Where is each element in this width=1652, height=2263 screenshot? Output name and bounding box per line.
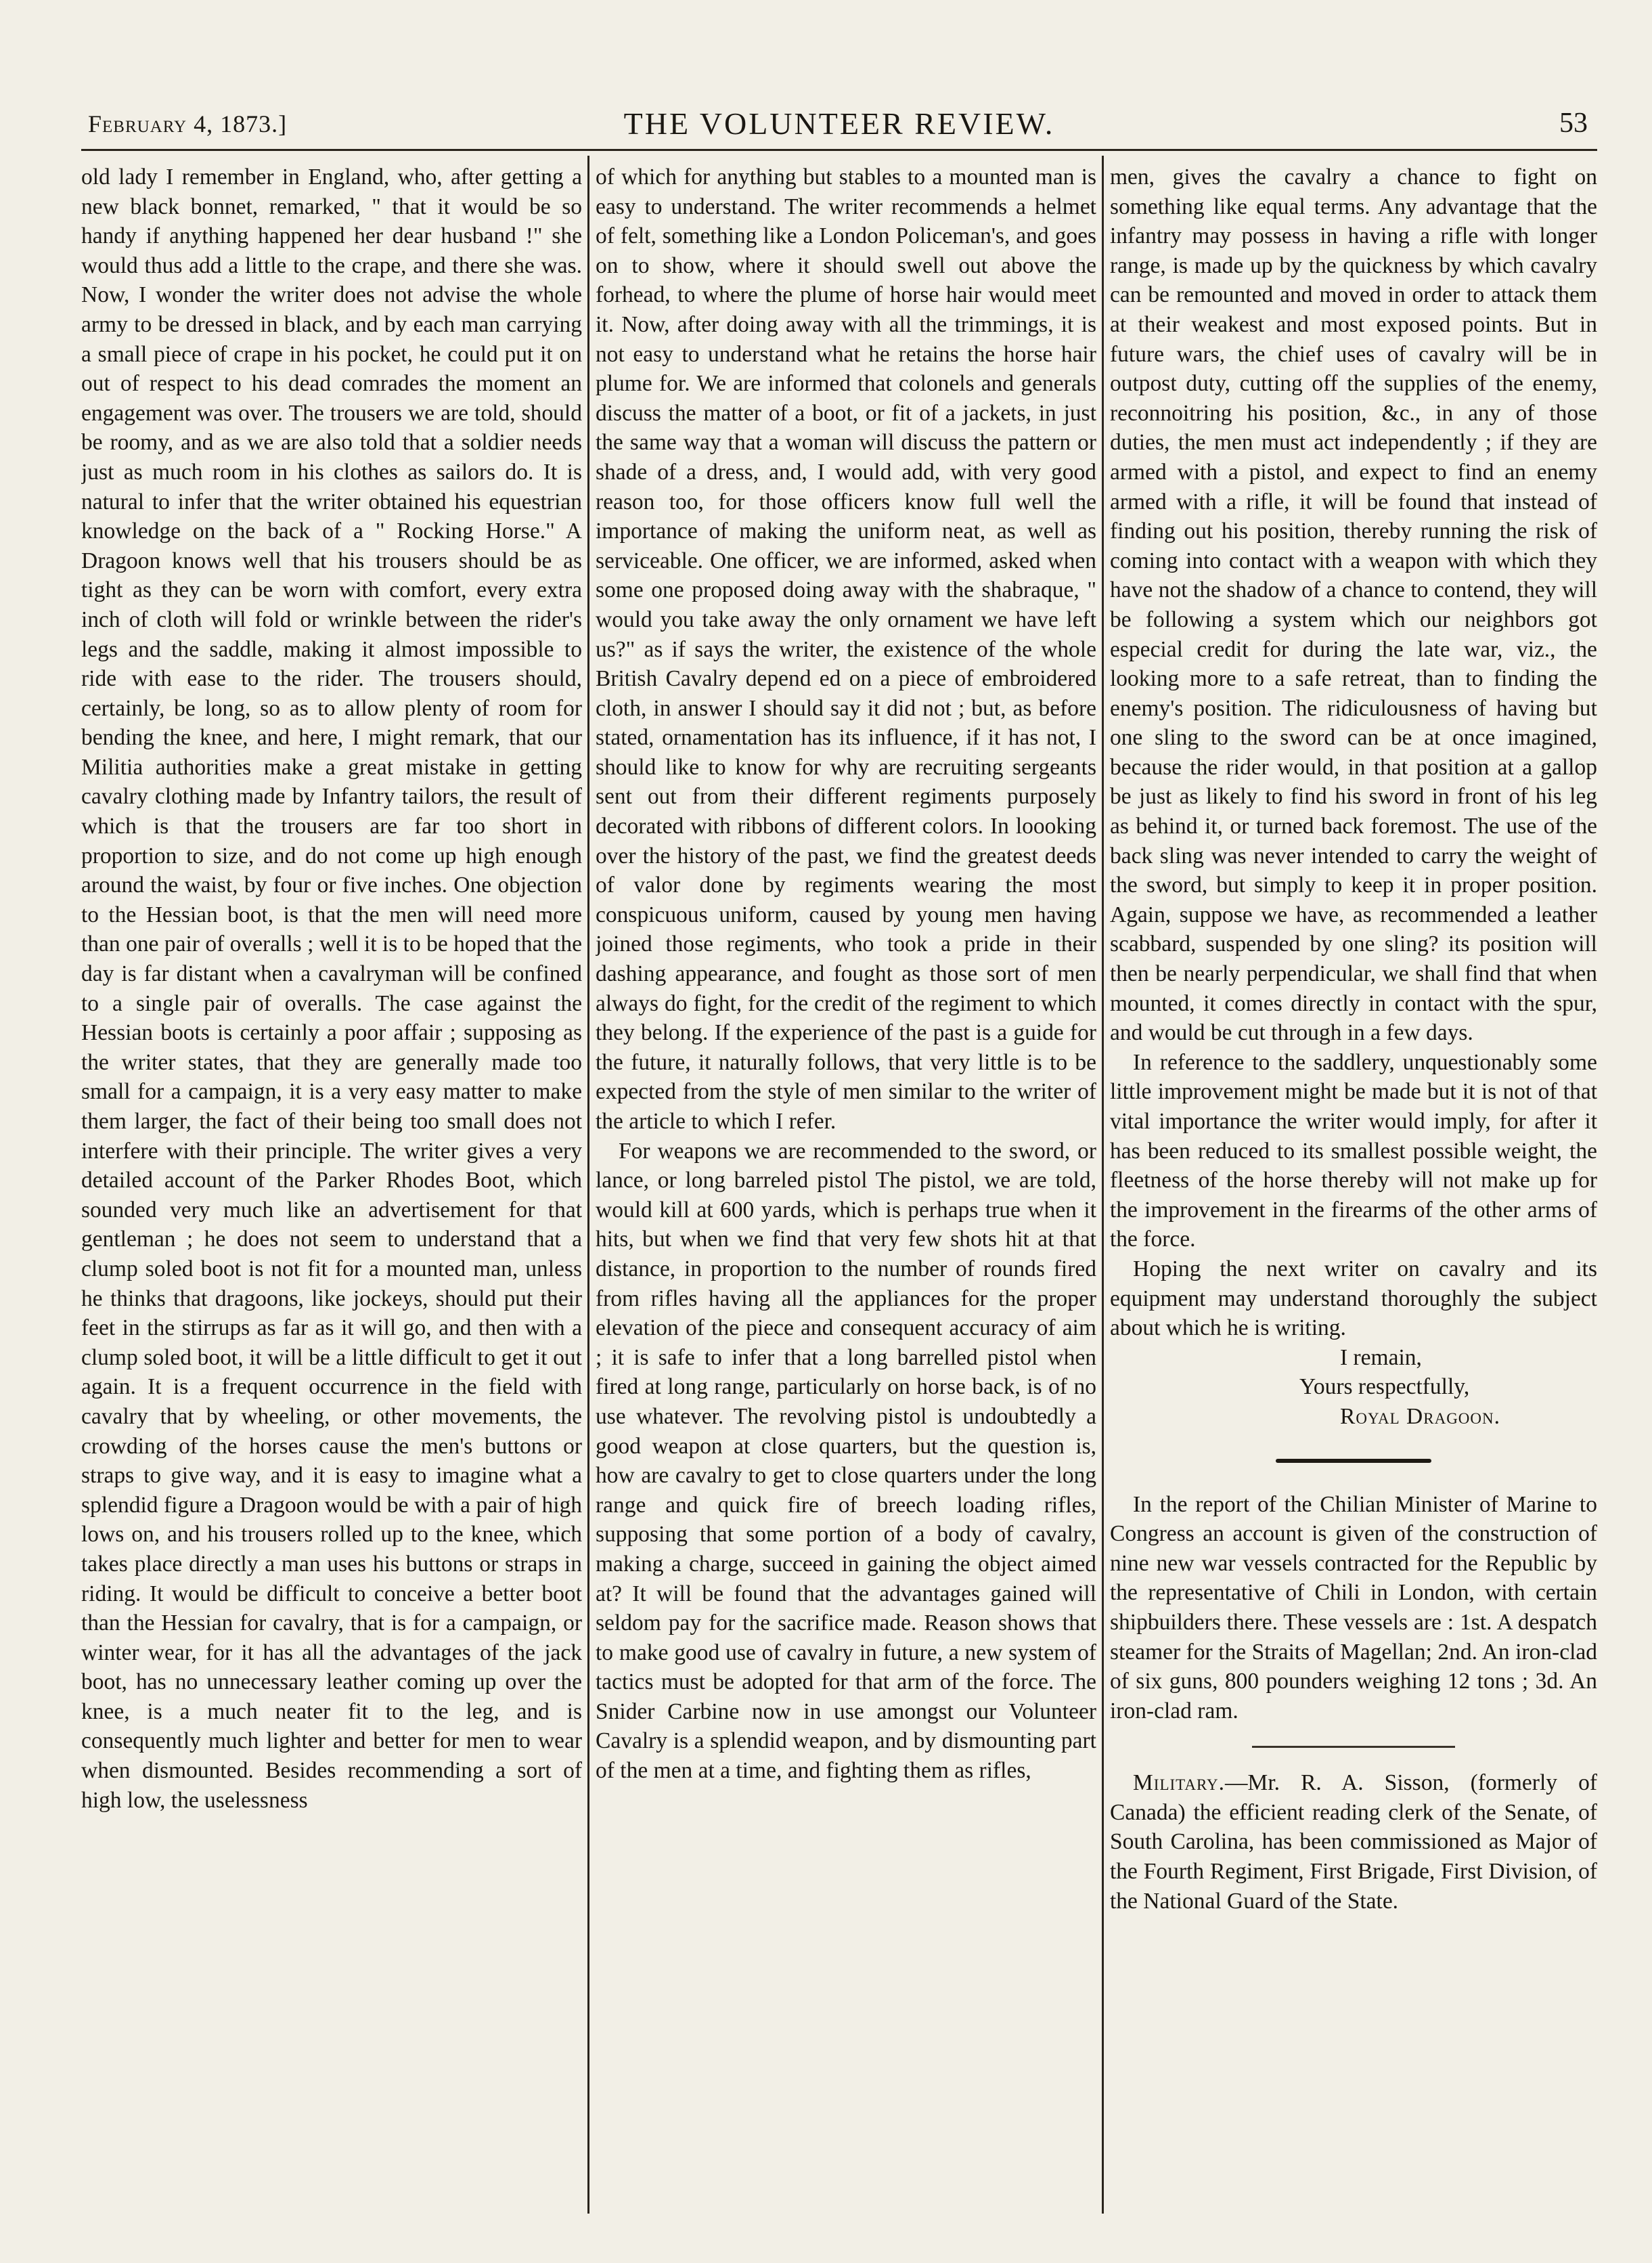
page-number: 53	[1559, 108, 1588, 139]
article-paragraph: of which for anything but stables to a mounted man is easy to understand. The writer recommends a helmet of felt, something like a London Policeman's, and goes on to show, where it should swell out above the forhead, to where the plume of horse hair would meet it. Now, after doing away with all the trimmings, it is not easy to understand what he retains the horse hair plume for. We are informed that colonels and generals discuss the matter of a boot, or fit of a jackets, in just the same way that a woman will discuss the pattern or shade of a dress, and, I would add, with very good reason too, for those officers know full well the importance of making the uniform neat, as well as serviceable. One officer, we are informed, asked when some one proposed doing away with the shabraque, " would you take away the only ornament we have left us?" as if says the writer, the existence of the whole British Cavalry depend ed on a piece of embroidered cloth, in answer I should say it did not ; but, as before stated, ornamentation has its influence, if it has not, I should like to know for why are recruiting sergeants sent out from their different regiments purposely decorated with ribbons of different colors. In loooking over the history of the past, we find the greatest deeds of valor done by regiments wearing the most conspicuous uniform, caused by young men having joined those regiments, who took a pride in their dashing appearance, and fought as those sort of men always do fight, for the credit of the regiment to which they belong. If the experience of the past is a guide for the future, it naturally follows, that very little is to be expected from the style of men similar to the writer of the article to which I refer.	[596, 164, 1096, 1134]
section-divider	[1252, 1746, 1455, 1748]
article-paragraph: Hoping the next writer on cavalry and its equipment may understand thoroughly the subject about which he is writing.	[1110, 1256, 1597, 1341]
article-paragraph: old lady I remember in England, who, after getting a new black bonnet, remarked, " that it would be so handy if anything happened her dear husband !" she would thus add a little to the crape, and there she was. Now, I wonder the writer does not advise the whole army to be dressed in black, and by each man carrying a small piece of crape in his pocket, he could put it on out of respect to his dead comrades the moment an engagement was over. The trousers we are told, should be roomy, and as we are also told that a soldier needs just as much room in his clothes as sailors do. It is natural to infer that the writer obtained his equestrian knowledge on the back of a " Rocking Horse." A Dragoon knows well that his trousers should be as tight as they can be worn with comfort, every extra inch of cloth will fold or wrinkle between the rider's legs and the saddle, making it almost impossible to ride with ease to the rider. The trousers should, certainly, be long, so as to allow plenty of room for bending the knee, and here, I might remark, that our Militia authorities make a great mistake in getting cavalry clothing made by Infantry tailors, the result of which is that the trousers are far too short in proportion to size, and do not come up high enough around the waist, by four or five inches. One objection to the Hessian boot, is that the men will need more than one pair of overalls ; well it is to be hoped that the day is far distant when a cavalryman will be confined to a single pair of overalls. The case against the Hessian boots is certainly a poor affair ; supposing as the writer states, that they are generally made too small for a campaign, it is a very easy matter to make them larger, the fact of their being too small does not interfere with their principle. The writer gives a very detailed account of the Parker Rhodes Boot, which sounded very much like an advertisement for that gentleman ; he does not seem to understand that a clump soled boot is not fit for a mounted man, unless he thinks that dragoons, like jockeys, should put their feet in the stirrups as far as it will go, and then with a clump soled boot, it will be a little difficult to get it out again. It is a frequent occurrence in the field with cavalry that by wheeling, or other movements, the crowding of the horses cause the men's buttons or straps to give way, and it is easy to imagine what a splendid figure a Dragoon would be with a pair of high lows on, and his trousers rolled up to the knee, which takes place directly a man uses his buttons or straps in riding. It would be difficult to conceive a better boot than the Hessian for cavalry, that is for a campaign, or winter wear, for it has all the advantages of the jack boot, has no unnecessary leather coming up over the knee, is a much neater fit to the leg, and is consequently much lighter and better for men to wear when dismounted. Besides recommending a sort of high low, the uselessness	[81, 164, 582, 1813]
column-2	[596, 162, 1096, 2200]
column-divider	[1102, 156, 1104, 2214]
closing-i-remain: I remain,	[1340, 1344, 1422, 1370]
military-text: —Mr. R. A. Sisson, (formerly of Canada) the efficient reading clerk of the Senate, of South Carolina, has been commissioned as Major of the Fourth Regiment, First Brigade, First Division, of the National Guard of the State.	[1110, 1770, 1597, 1914]
section-divider	[1276, 1459, 1431, 1463]
column-divider	[587, 156, 589, 2214]
closing-signature: Royal Dragoon.	[1340, 1403, 1501, 1429]
column-3	[1110, 162, 1597, 2200]
article-paragraph: men, gives the cavalry a chance to fight on something like equal terms. Any advantage that the infantry may possess in having a rifle with longer range, is made up by the quickness by which cavalry can be remounted and moved in order to attack them at their weakest and most exposed points. But in future wars, the chief uses of cavalry will be in outpost duty, cutting off the supplies of the enemy, reconnoitring his position, &c., in any of those duties, the men must act independently ; if they are armed with a pistol, and expect to find an enemy armed with a rifle, it will be found that instead of finding out his position, thereby running the risk of coming into contact with a weapon with which they have not the shadow of a chance to contend, they will be following a system which our neighbors got especial credit for during the late war, viz., the looking more to a safe retreat, than to finding the enemy's position. The ridiculousness of having but one sling to the sword can be at once imagined, because the rider would, in that position at a gallop be just as likely to find his sword in front of his leg as behind it, or turned back foremost. The use of the back sling was never intended to carry the weight of the sword, but simply to keep it in proper position. Again, suppose we have, as recommended a leather scabbard, suspended by one sling? its position will then be nearly perpendicular, we shall find that when mounted, it comes directly in contact with the spur, and would be cut through in a few days.	[1110, 164, 1597, 1046]
column-1	[81, 162, 582, 2200]
letter-closing	[1110, 1343, 1597, 1432]
header-title: THE VOLUNTEER REVIEW.	[623, 106, 1055, 141]
page-header	[81, 102, 1597, 151]
news-item-chili: In the report of the Chilian Minister of Marine to Congress an account is given of the construction of nine new war vessels contracted for the Republic by the representative of Chili in London, with certain shipbuilders there. These vessels are : 1st. A despatch steamer for the Straits of Magellan; 2nd. An iron-clad of six guns, 800 pounders weighing 12 tons ; 3d. An iron-clad ram.	[1110, 1491, 1597, 1723]
header-date: February 4, 1873.]	[88, 110, 288, 137]
article-paragraph: In reference to the saddlery, unquestionably some little improvement might be made but it is not of that vital importance the writer would imply, for after it has been reduced to its smallest possible weight, the fleetness of the horse thereby will not make up for the improvement in the firearms of the other arms of the force.	[1110, 1049, 1597, 1252]
article-paragraph: For weapons we are recommended to the sword, or lance, or long barreled pistol The pistol, we are told, would kill at 600 yards, which is perhaps true when it hits, but when we find that very few shots hit at that distance, in proportion to the number of rounds fired from rifles having all the appliances for the proper elevation of the piece and consequent accuracy of aim ; it is safe to infer that a long barrelled pistol when fired at long range, particularly on horse back, is of no use whatever. The revolving pistol is undoubtedly a good weapon at close quarters, but the question is, how are cavalry to get to close quarters under the long range and quick fire of breech loading rifles, supposing that some portion of a body of cavalry, making a charge, succeed in gaining the object aimed at? It will be found that the advantages gained will seldom pay for the sacrifice made. Reason shows that to make good use of cavalry in future, a new system of tactics must be adopted for that arm of the force. The Snider Carbine now in use amongst our Volunteer Cavalry is a splendid weapon, and by dismounting part of the men at a time, and fighting them as rifles,	[596, 1138, 1096, 1784]
closing-yours: Yours respectfully,	[1299, 1374, 1470, 1400]
military-lead: Military.	[1133, 1770, 1226, 1796]
news-item-military	[1110, 1768, 1597, 1916]
